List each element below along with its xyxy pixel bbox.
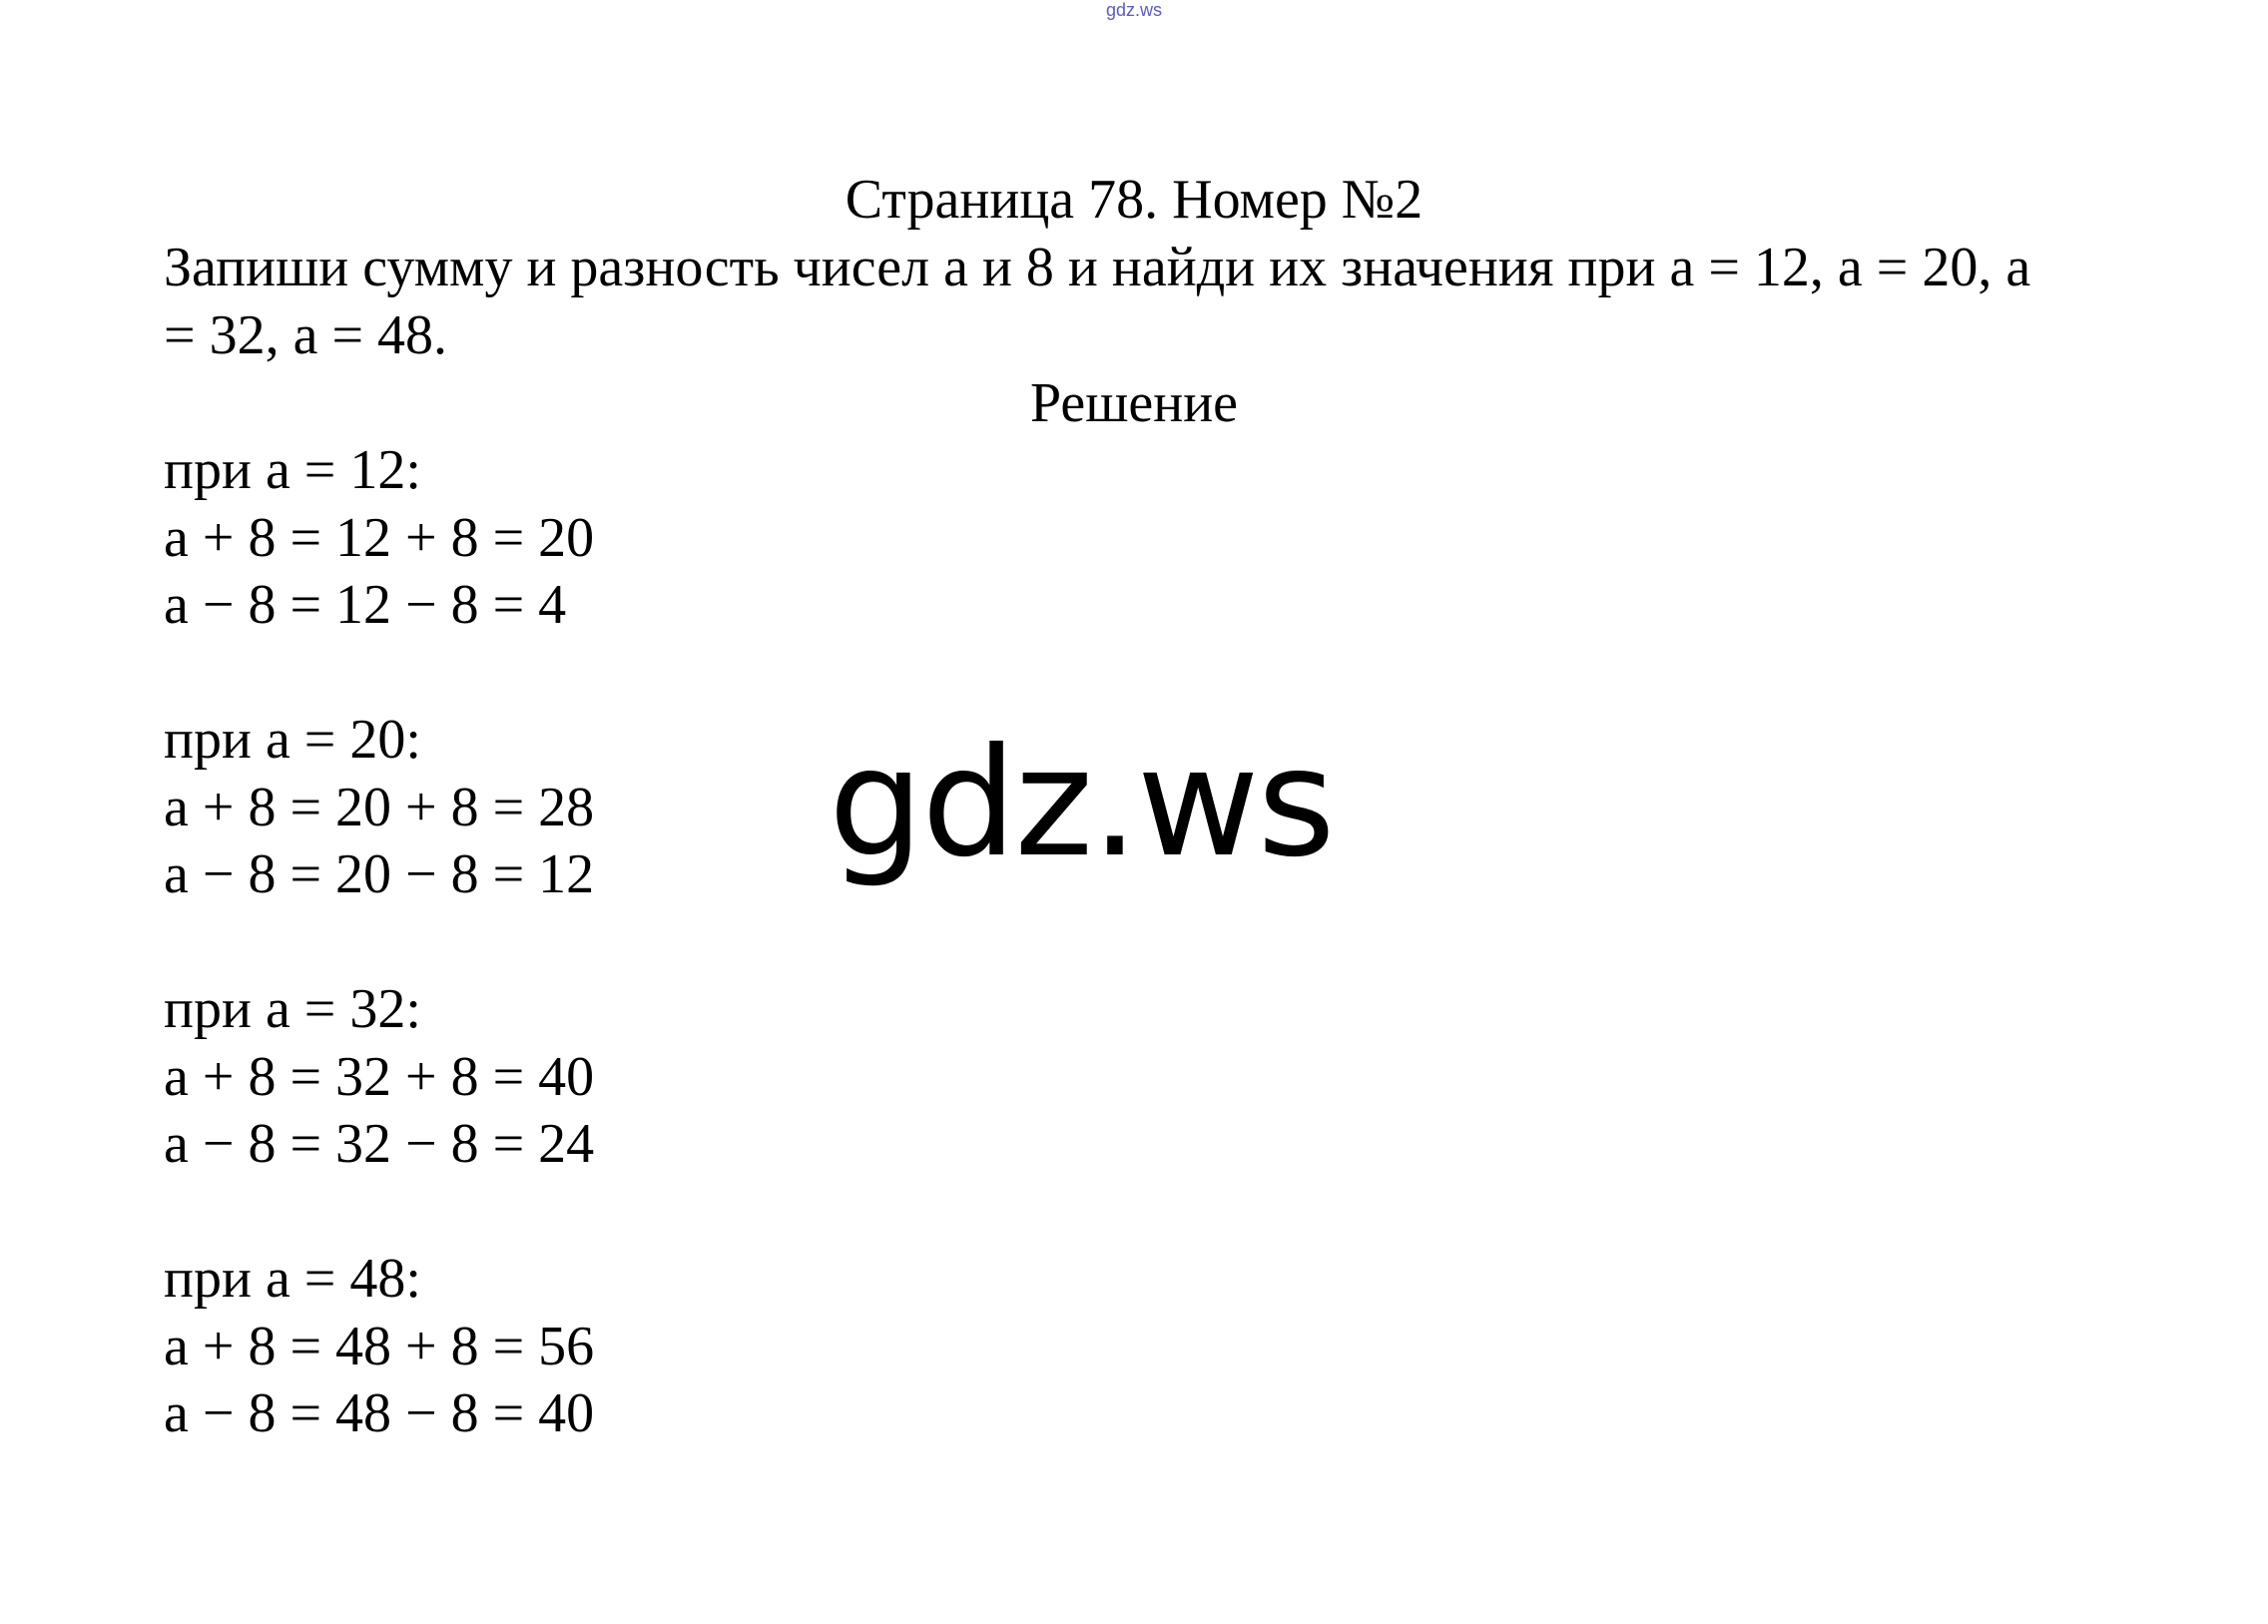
page-title: Страница 78. Номер №2: [845, 169, 1423, 231]
case-sum: а + 8 = 48 + 8 = 56: [164, 1315, 595, 1377]
case-header: при а = 48:: [164, 1248, 421, 1310]
solution-body: [164, 437, 594, 1515]
case-sum: а + 8 = 20 + 8 = 28: [164, 776, 595, 838]
case-difference: а − 8 = 12 − 8 = 4: [164, 574, 567, 636]
case-sum: а + 8 = 12 + 8 = 20: [164, 506, 595, 569]
case-header: при а = 20:: [164, 709, 421, 771]
case-difference: а − 8 = 20 − 8 = 12: [164, 843, 595, 905]
case-sum: а + 8 = 32 + 8 = 40: [164, 1045, 595, 1108]
case-header: при а = 12:: [164, 439, 421, 501]
case-difference: а − 8 = 48 − 8 = 40: [164, 1382, 595, 1444]
solution-case-32: [164, 976, 594, 1179]
solution-case-12: [164, 437, 594, 640]
case-header: при а = 32:: [164, 978, 421, 1040]
solution-case-20: [164, 707, 594, 909]
solution-heading: Решение: [1029, 372, 1239, 434]
watermark-logo: gdz.ws: [829, 717, 1334, 890]
task-statement: Запиши сумму и разность чисел а и 8 и найди их значения при а = 12, а = 20, а = 32, а = 48.: [164, 237, 2031, 366]
top-watermark-text: gdz.ws: [1105, 0, 1163, 20]
case-difference: а − 8 = 32 − 8 = 24: [164, 1113, 595, 1175]
solution-case-48: [164, 1246, 594, 1448]
